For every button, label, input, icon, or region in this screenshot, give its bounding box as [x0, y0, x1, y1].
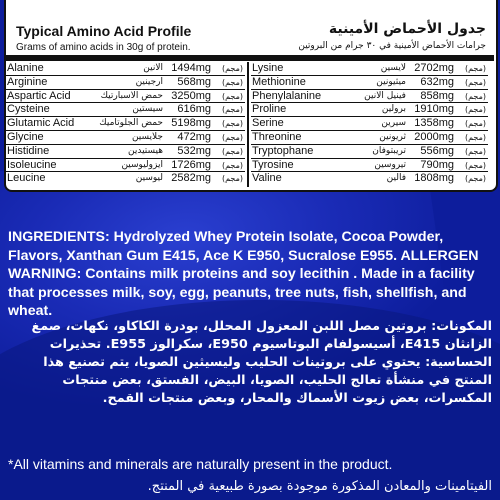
amino-row — [6, 76, 245, 90]
amino-row — [6, 131, 245, 145]
amino-unit: (مجم) — [464, 174, 486, 184]
allergen-text-ar: يحتوي على بروتينات الحليب وليسيثين الصويا، يتم تصنيع هذا المنتج في منشأة تعالج الحليب، الصويا، البيض، الفستق، بعض منتجات المكسرات، بعض زيوت الأسماك والمحار، وبعض منتجات القمح. — [43, 355, 492, 406]
amino-name-ar: ثريونين — [379, 131, 406, 142]
amino-row — [6, 159, 245, 173]
amino-unit: (مجم) — [464, 64, 486, 73]
amino-name-ar: ميثيونين — [376, 76, 406, 87]
amino-name-ar: فينيل الانين — [364, 90, 406, 101]
amino-row — [251, 172, 488, 186]
ingredients-text-en: Hydrolyzed Whey Protein Isolate, Cocoa Powder, Flavors, Xanthan Gum E415, Ace K E950, Sucralose E955. — [8, 229, 444, 264]
amino-value: 3250mg — [171, 89, 211, 102]
amino-name-ar: سيستين — [132, 104, 163, 115]
amino-unit: (مجم) — [464, 146, 486, 156]
amino-name-en: Serine — [252, 117, 284, 130]
amino-unit: (مجم) — [464, 160, 486, 170]
amino-row — [251, 117, 488, 131]
amino-name-ar: حمض الاسبارتيك — [100, 90, 163, 101]
amino-value: 1910mg — [414, 103, 454, 116]
amino-name-en: Tyrosine — [252, 158, 294, 171]
amino-name-en: Alanine — [7, 62, 44, 74]
amino-unit: (مجم) — [464, 119, 486, 129]
amino-unit: (مجم) — [221, 64, 243, 73]
amino-name-ar: هيستيدين — [127, 145, 163, 156]
amino-name-ar: سيرين — [381, 118, 406, 129]
amino-value: 1808mg — [414, 172, 454, 185]
amino-value: 1726mg — [171, 158, 211, 171]
amino-value: 616mg — [177, 103, 211, 116]
amino-name-ar: لايسين — [380, 63, 406, 73]
amino-value: 568mg — [177, 75, 211, 88]
ingredients-en — [8, 228, 492, 321]
amino-name-en: Glutamic Acid — [7, 117, 75, 130]
amino-unit: (مجم) — [221, 132, 243, 142]
amino-name-en: Histidine — [7, 144, 50, 157]
amino-value: 1494mg — [171, 62, 211, 74]
amino-row — [6, 145, 245, 159]
amino-unit: (مجم) — [221, 160, 243, 170]
amino-name-en: Proline — [252, 103, 287, 116]
amino-name-en: Phenylalanine — [252, 89, 322, 102]
amino-row — [6, 172, 245, 186]
ingredients-label-en: INGREDIENTS: — [8, 229, 110, 245]
amino-unit: (مجم) — [221, 146, 243, 156]
amino-unit: (مجم) — [464, 132, 486, 142]
amino-row — [6, 117, 245, 131]
amino-name-ar: برولين — [381, 104, 406, 115]
table-title-en: Typical Amino Acid Profile — [16, 23, 192, 39]
table-subtitle-en: Grams of amino acids in 30g of protein. — [16, 42, 191, 53]
amino-unit: (مجم) — [464, 77, 486, 87]
amino-value: 556mg — [420, 144, 454, 157]
amino-name-ar: فالين — [386, 173, 406, 184]
amino-row — [6, 62, 245, 76]
amino-name-ar: تريبتوفان — [372, 145, 406, 156]
amino-name-en: Threonine — [252, 130, 302, 143]
amino-row — [6, 90, 245, 104]
amino-value: 532mg — [177, 144, 211, 157]
amino-unit: (مجم) — [221, 91, 243, 101]
table-title-ar: جدول الأحماض الأمينية — [328, 21, 486, 37]
amino-row — [251, 103, 488, 117]
amino-value: 472mg — [177, 130, 211, 143]
amino-name-en: Arginine — [7, 75, 48, 88]
amino-value: 2000mg — [414, 130, 454, 143]
amino-row — [251, 145, 488, 159]
amino-name-ar: تيروسين — [374, 159, 406, 170]
amino-row — [251, 90, 488, 104]
amino-row — [6, 103, 245, 117]
amino-name-en: Glycine — [7, 130, 44, 143]
amino-unit: (مجم) — [464, 91, 486, 101]
amino-row — [251, 62, 488, 76]
amino-name-ar: جلايسين — [131, 131, 163, 142]
amino-name-en: Lysine — [252, 62, 284, 74]
vitamins-note-ar: الفيتامينات والمعادن المذكورة موجودة بصورة طبيعية في المنتج. — [147, 479, 492, 494]
amino-value: 632mg — [420, 75, 454, 88]
amino-name-ar: ايزوليوسين — [121, 159, 163, 170]
allergen-label-ar: تحذيرات الحساسية: — [49, 337, 492, 370]
amino-value: 5198mg — [171, 117, 211, 130]
amino-name-ar: ليوسين — [135, 173, 163, 184]
amino-row — [251, 76, 488, 90]
amino-value: 790mg — [420, 158, 454, 171]
ingredients-ar — [8, 318, 492, 408]
amino-name-en: Tryptophane — [252, 144, 314, 157]
amino-name-en: Isoleucine — [7, 158, 57, 171]
amino-unit: (مجم) — [221, 105, 243, 115]
amino-name-ar: الانين — [143, 63, 163, 73]
ingredients-label-ar: المكونات: — [431, 319, 492, 334]
amino-unit: (مجم) — [221, 77, 243, 87]
table-right-column — [251, 62, 488, 188]
table-header-rule — [6, 55, 494, 61]
amino-name-en: Cysteine — [7, 103, 50, 116]
amino-unit: (مجم) — [464, 105, 486, 115]
amino-name-en: Methionine — [252, 75, 306, 88]
amino-value: 2582mg — [171, 172, 211, 185]
ingredients-text-ar: بروتين مصل اللبن المعزول المحلل، بودرة الكاكاو، نكهات، صمغ الزانثان E415، أسيسولفام البوتاسيوم E950، سكرالوز E955. — [31, 319, 492, 352]
allergen-label-en: ALLERGEN WARNING: — [8, 247, 479, 282]
vitamins-note-en: *All vitamins and minerals are naturally present in the product. — [8, 456, 393, 472]
amino-name-ar: حمض الجلوتاميك — [99, 118, 163, 129]
table-subtitle-ar: جرامات الأحماض الأمينية في ٣٠ جرام من البروتين — [298, 41, 486, 51]
table-column-divider — [247, 62, 249, 187]
amino-value: 2702mg — [414, 62, 454, 74]
amino-row — [251, 159, 488, 173]
amino-unit: (مجم) — [221, 174, 243, 184]
amino-name-en: Aspartic Acid — [7, 89, 71, 102]
amino-name-en: Leucine — [7, 172, 46, 185]
amino-row — [251, 131, 488, 145]
amino-name-en: Valine — [252, 172, 282, 185]
allergen-text-en: Contains milk proteins and soy lecithin . Made in a facility that processes milk, soy, egg, peanuts, tree nuts, fish, shellfish, and wheat. — [8, 266, 475, 319]
table-left-column — [6, 62, 245, 188]
amino-value: 858mg — [420, 89, 454, 102]
amino-unit: (مجم) — [221, 119, 243, 129]
amino-value: 1358mg — [414, 117, 454, 130]
amino-name-ar: ارجينين — [135, 76, 163, 87]
